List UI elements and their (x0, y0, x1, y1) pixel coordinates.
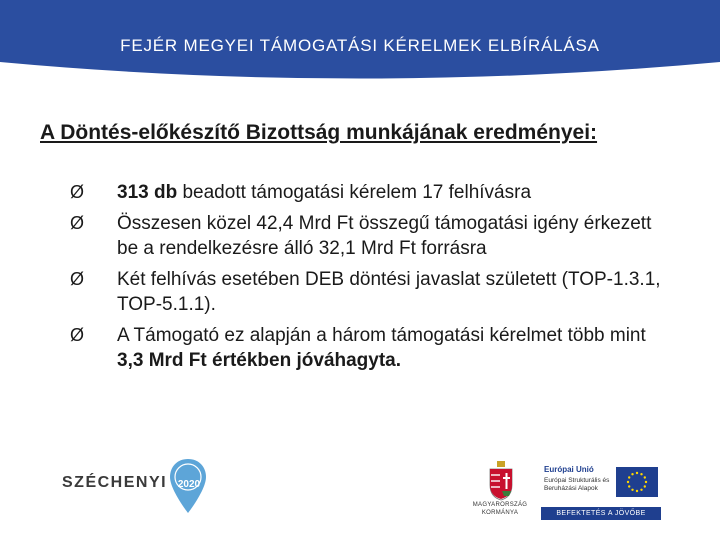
bullet-arrow-icon: Ø (70, 213, 85, 233)
header-banner (0, 0, 720, 82)
page-title: FEJÉR MEGYEI TÁMOGATÁSI KÉRELMEK ELBÍRÁLÁSA (120, 36, 600, 55)
bullet-list (70, 180, 670, 379)
eu-title: Európai Unió (544, 465, 594, 474)
coat-of-arms-caption (470, 501, 530, 517)
bullet-text: beadott támogatási kérelem 17 felhívásra (177, 182, 532, 203)
footer-logos (0, 455, 720, 540)
bullet-text: 313 db (117, 182, 178, 203)
bullet-item (70, 211, 670, 261)
coat-of-arms-icon (488, 461, 514, 501)
eu-banner: BEFEKTETÉS A JÖVŐBE (541, 507, 661, 520)
bullet-text: A Támogató ez alapján a három támogatási kérelmet több mint (117, 325, 646, 346)
section-heading: A Döntés-előkészítő Bizottság munkájának eredményei: (40, 121, 598, 144)
bullet-text: Két felhívás esetében DEB döntési javaslat született (TOP-1.3.1, TOP-5.1.1). (117, 269, 661, 315)
coat-text-line-1: MAGYARORSZÁG (472, 502, 528, 508)
bullet-arrow-icon: Ø (70, 182, 85, 202)
bullet-item (70, 180, 670, 205)
bullet-text: Összesen közel 42,4 Mrd Ft összegű támogatási igény érkezett be a rendelkezésre álló 32,1 Mrd Ft forrásra (117, 213, 652, 259)
bullet-arrow-icon: Ø (70, 269, 85, 289)
bullet-arrow-icon: Ø (70, 325, 85, 345)
bullet-item (70, 267, 670, 317)
coat-text-line-2: KORMÁNYA (481, 510, 519, 516)
szechenyi-year: 2020 (177, 479, 201, 490)
bullet-text: 3,3 Mrd Ft értékben jóváhagyta. (117, 350, 402, 371)
bullet-item (70, 323, 670, 373)
szechenyi-logo-text: SZÉCHENYI (62, 474, 168, 491)
eu-subtitle: Európai Strukturális és Beruházási Alapok (544, 477, 610, 492)
eu-flag-icon (616, 467, 658, 497)
